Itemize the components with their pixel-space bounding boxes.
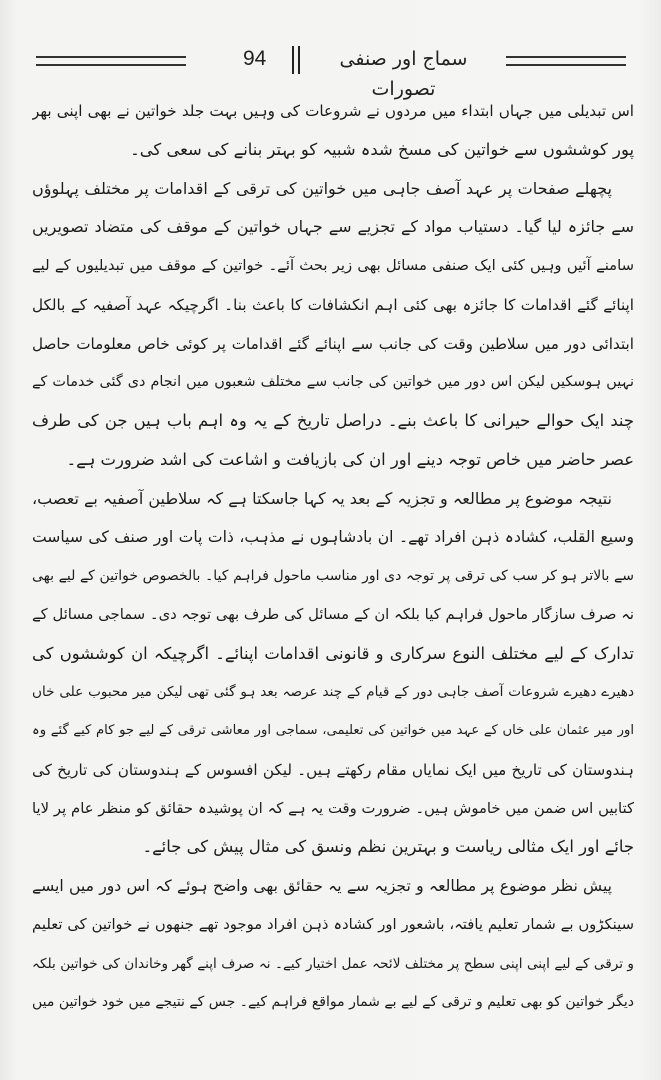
header-double-bar	[292, 46, 300, 74]
running-header	[36, 44, 626, 100]
page-number: 94	[243, 47, 267, 70]
text-line: سے بالاتر ہو کر سب کی ترقی پر توجہ دی اور مناسب ماحول فراہم کیا۔ بالخصوص خواتین کے لیے بھی	[32, 568, 634, 584]
text-line: وسیع القلب، کشادہ ذہن افراد تھے۔ ان بادشاہوں نے مذہب، ذات پات اور صنف کی سیاست	[32, 528, 634, 547]
text-line: پچھلے صفحات پر عہد آصف جاہی میں خواتین کی ترقی کے اقدامات پر مختلف پہلوؤں	[32, 178, 612, 198]
header-rule-left	[36, 56, 186, 66]
body-text	[32, 92, 634, 1022]
text-line: سامنے آئیں وہیں کئی ایک صنفی مسائل بھی زیر بحث آئے۔ خواتین کے موقف میں تبدیلیوں کے لیے	[32, 257, 634, 274]
text-line: دھیرے دھیرے شروعات آصف جاہی دور کے قیام کے چند عرصہ بعد ہو گئی تھی لیکن میر محبوب علی خاں	[32, 684, 634, 701]
text-line: کتابیں اس ضمن میں خاموش ہیں۔ ضرورت وقت یہ ہے کہ ان پوشیدہ حقائق کو منظر عام پر لایا	[32, 799, 634, 817]
text-line: پور کوششوں سے خواتین کی مسخ شدہ شبیہ کو بہتر بنانے کی سعی کی۔	[130, 139, 634, 159]
text-line: نہیں ہوسکیں لیکن اس دور میں خواتین کی جانب سے مختلف شعبوں میں انجام دی گئی خدمات کے	[32, 374, 634, 391]
text-line: دیگر خواتین کو بھی تعلیم و ترقی کے لیے بے شمار مواقع فراہم کیے۔ جس کے نتیجے میں خود خواتین میں	[32, 994, 634, 1011]
text-line: پیش نظر موضوع پر مطالعہ و تجزیہ سے یہ حقائق بھی واضح ہوئے کہ اس دور میں ایسے	[32, 877, 612, 895]
text-line: اس تبدیلی میں جہاں ابتداء میں مردوں نے شروعات کی وہیں بہت جلد خواتین نے بھی اپنی بھر	[32, 102, 634, 120]
text-line: و ترقی کے لیے اپنی اپنی سطح پر مختلف لائحہ عمل اختیار کیے۔ نہ صرف اپنے گھر وخاندان کی خواتین بلکہ	[32, 955, 634, 972]
text-line: سینکڑوں بے شمار تعلیم یافتہ، باشعور اور کشادہ ذہن افراد موجود تھے جنھوں نے خواتین کی تعلیم	[32, 915, 634, 933]
text-line: تدارک کے لیے مختلف النوع سرکاری و قانونی اقدامات اپنائے۔ اگرچیکہ ان کوششوں کی	[32, 643, 634, 663]
header-rule-right	[506, 56, 626, 66]
text-line: سے جائزہ لیا گیا۔ دستیاب مواد کے تجزیے سے جہاں خواتین کے موقف کی متضاد تصویریں	[32, 217, 634, 237]
text-line: چند ایک حوالے حیرانی کا باعث بنے۔ دراصل تاریخ کے یہ وہ اہم باب ہیں جن کی طرف	[32, 411, 634, 430]
text-line: نہ صرف سازگار ماحول فراہم کیا بلکہ ان کے مسائل کی طرف بھی توجہ دی۔ سماجی مسائل کے	[32, 605, 634, 623]
text-line: نتیجہ موضوع پر مطالعہ و تجزیہ کے بعد یہ کہا جاسکتا ہے کہ سلاطین آصفیہ بے تعصب،	[32, 488, 612, 508]
text-line: ہندوستان کی تاریخ میں ایک نمایاں مقام رکھتے ہیں۔ لیکن افسوس کے ہندوستان کی تاریخ کی	[32, 760, 634, 779]
text-line: اپنائے گئے اقدامات کا جائزہ بھی کئی اہم انکشافات کا باعث بنا۔ اگرچیکہ عہد آصفیہ کے بالکل	[32, 295, 634, 314]
running-title: سماج اور صنفی تصورات	[339, 48, 468, 100]
text-line: جائے اور ایک مثالی ریاست و بہترین نظم ونسق کی مثال پیش کی جائے۔	[142, 837, 634, 857]
text-line: عصر حاضر میں خاص توجہ دینے اور ان کی بازیافت و اشاعت کی اشد ضرورت ہے۔	[66, 449, 634, 469]
text-line: اور میر عثمان علی خاں کے عہد میں خواتین کی تعلیمی، سماجی اور معاشی ترقی کے لیے جو کام کیے گئے وہ	[32, 723, 634, 738]
text-line: ابتدائی دور میں سلاطین وقت کی جانب سے اپنائے گئے اقدامات پر کوئی خاص معلومات حاصل	[32, 334, 634, 353]
